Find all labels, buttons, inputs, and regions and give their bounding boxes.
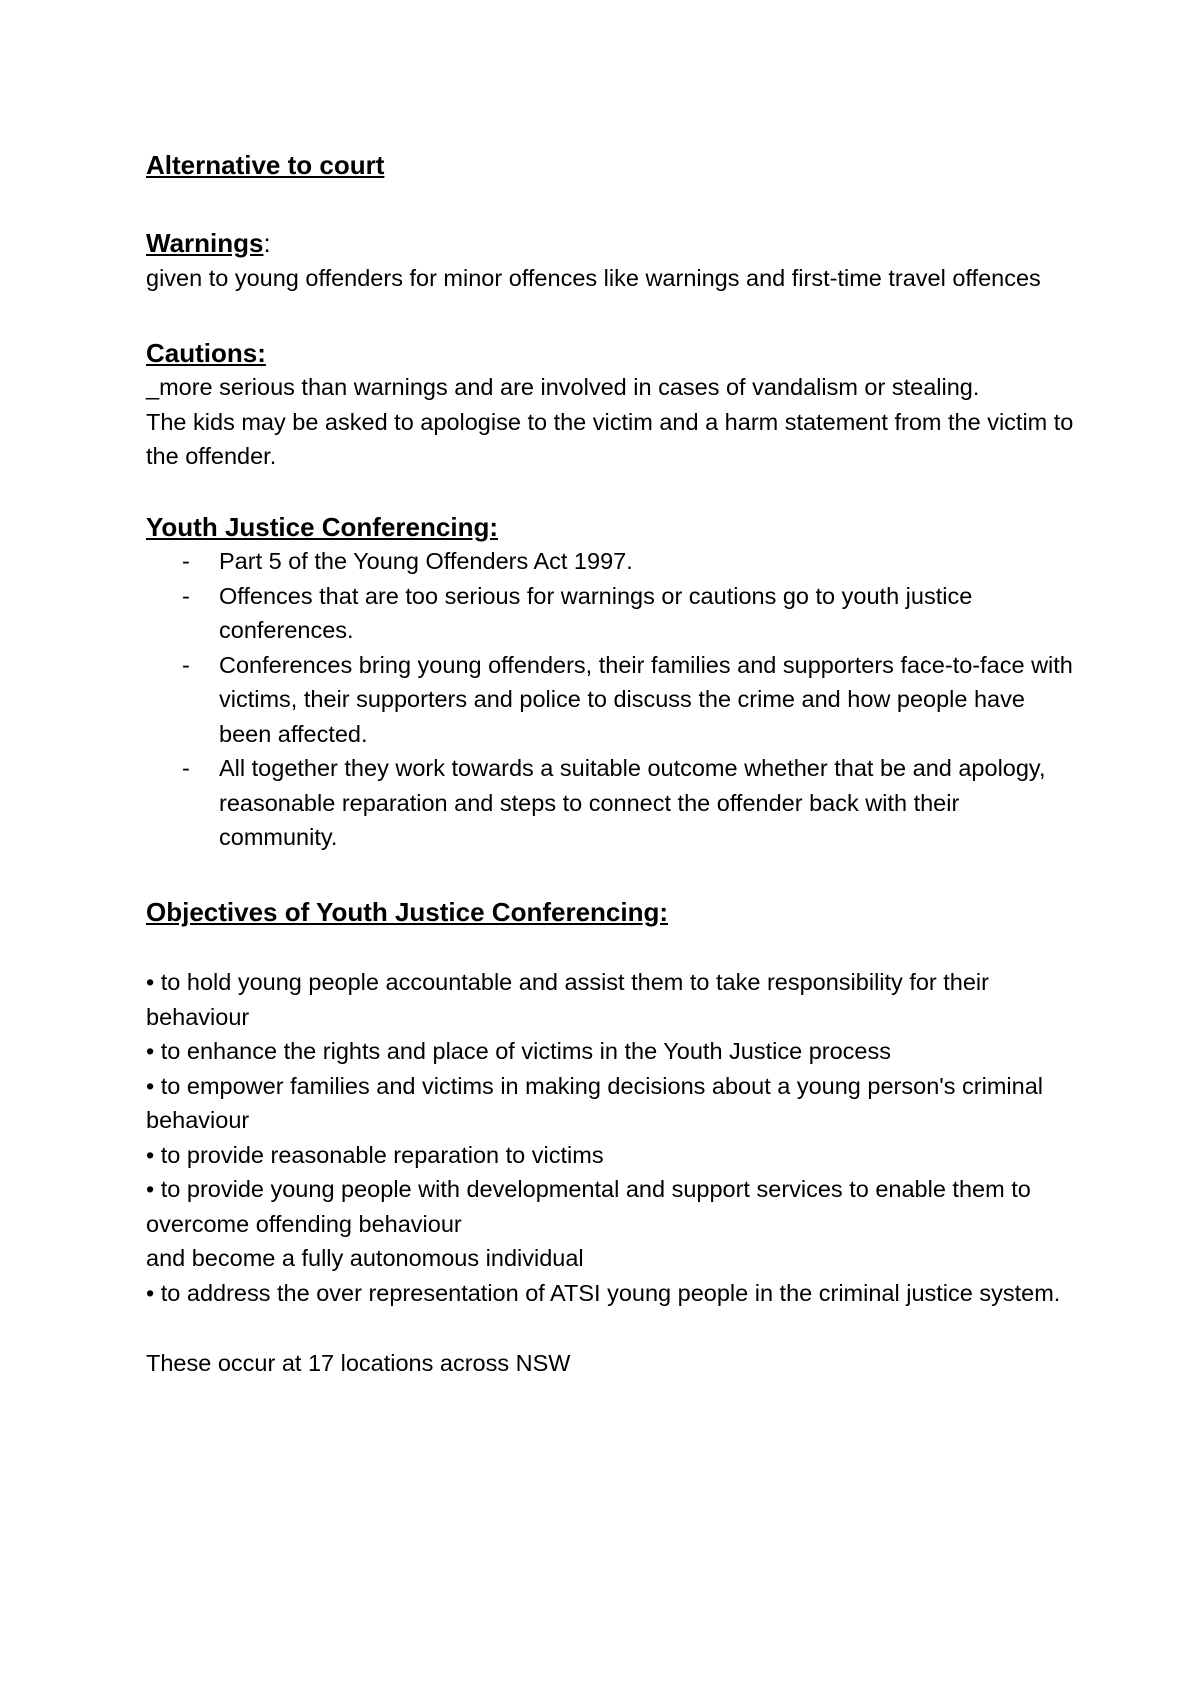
cautions-heading: Cautions: [146, 337, 266, 368]
page-title: Alternative to court [146, 150, 385, 180]
cautions-line: The kids may be asked to apologise to the victim and a harm statement from the victim to the offender. [146, 408, 1074, 469]
objective-line: • to provide reasonable reparation to victims [146, 1141, 604, 1168]
list-item-text: Conferences bring young offenders, their families and supporters face-to-face with victims, their supporters and police to discuss the crime and how people have been affected. [219, 651, 1073, 747]
objective-line: • to empower families and victims in making decisions about a young person's criminal behaviour [146, 1072, 1043, 1133]
yjc-list [146, 544, 1076, 855]
list-item [146, 648, 1076, 752]
list-item-text: Offences that are too serious for warnings or cautions go to youth justice conferences. [219, 582, 973, 643]
dash-bullet: - [182, 582, 190, 609]
dash-bullet: - [182, 651, 190, 678]
dash-bullet: - [182, 548, 190, 574]
footer-note: These occur at 17 locations across NSW [146, 1350, 571, 1376]
warnings-heading-colon: : [263, 227, 271, 258]
objective-line: and become a fully autonomous individual [146, 1245, 584, 1271]
warnings-heading-line [146, 226, 1076, 262]
objective-line: • to enhance the rights and place of victims in the Youth Justice process [146, 1038, 892, 1064]
objective-line: • to address the over representation of ATSI young people in the criminal justice system. [146, 1279, 1061, 1306]
objectives-heading: Objectives of Youth Justice Conferencing: [146, 896, 669, 927]
list-item-text: All together they work towards a suitable outcome whether that be and apology, reasonable reparation and steps to connect the offender back with their community. [219, 755, 1046, 850]
objective-line: • to hold young people accountable and assist them to take responsibility for their behaviour [146, 969, 989, 1030]
document-body [146, 148, 1076, 1381]
objective-line: • to provide young people with developmental and support services to enable them to overcome offending behaviour [146, 1176, 1031, 1237]
warnings-heading: Warnings [146, 227, 264, 258]
list-item [146, 579, 1076, 648]
dash-bullet: - [182, 755, 190, 781]
yjc-heading: Youth Justice Conferencing: [146, 511, 498, 542]
list-item [146, 751, 1076, 855]
list-item-text: Part 5 of the Young Offenders Act 1997. [219, 548, 633, 574]
cautions-line: _more serious than warnings and are involved in cases of vandalism or stealing. [146, 374, 980, 400]
warnings-text: given to young offenders for minor offences like warnings and first-time travel offences [146, 265, 1041, 291]
list-item [146, 544, 1076, 579]
